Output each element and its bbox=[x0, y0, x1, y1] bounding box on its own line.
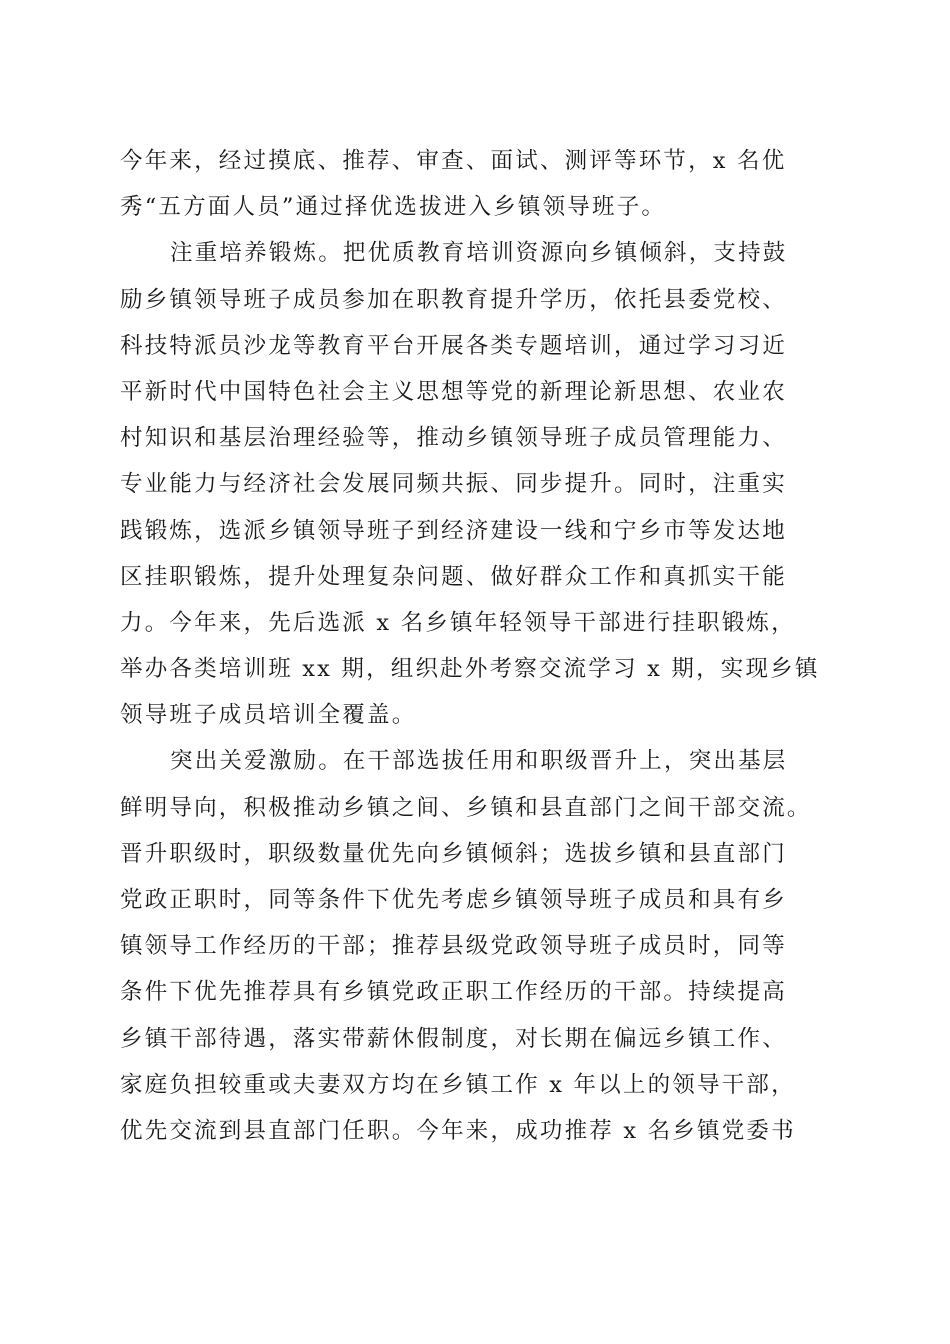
text-line: 优先交流到县直部门任职。今年来，成功推荐 x 名乡镇党委书 bbox=[120, 1117, 796, 1144]
text-line: 村知识和基层治理经验等，推动乡镇领导班子成员管理能力、 bbox=[120, 425, 787, 452]
text-line: 党政正职时，同等条件下优先考虑乡镇领导班子成员和具有乡 bbox=[120, 887, 787, 913]
text-line: 科技特派员沙龙等教育平台开展各类专题培训，通过学习习近 bbox=[120, 332, 787, 359]
text-line: 领导班子成员培训全覆盖。 bbox=[120, 702, 417, 729]
text-line: 平新时代中国特色社会主义思想等党的新理论新思想、农业农 bbox=[120, 378, 787, 405]
text-line: 镇领导工作经历的干部；推荐县级党政领导班子成员时，同等 bbox=[120, 933, 787, 960]
text-line: 注重培养锻炼。把优质教育培训资源向乡镇倾斜，支持鼓 bbox=[170, 240, 788, 267]
text-line: 区挂职锻炼，提升处理复杂问题、做好群众工作和真抓实干能 bbox=[120, 563, 787, 590]
paragraph-incentive bbox=[120, 738, 832, 1154]
text-line: 举办各类培训班 xx 期，组织赴外考察交流学习 x 期，实现乡镇 bbox=[120, 656, 820, 683]
text-line: 励乡镇领导班子成员参加在职教育提升学历，依托县委党校、 bbox=[120, 286, 787, 313]
paragraph-training bbox=[120, 230, 832, 738]
text-line: 条件下优先推荐具有乡镇党政正职工作经历的干部。持续提高 bbox=[120, 979, 787, 1006]
text-line: 今年来，经过摸底、推荐、审查、面试、测评等环节，x 名优 bbox=[120, 148, 787, 174]
text-line: 秀“五方面人员”通过择优选拔进入乡镇领导班子。 bbox=[120, 194, 667, 221]
text-line: 鲜明导向，积极推动乡镇之间、乡镇和县直部门之间干部交流。 bbox=[120, 794, 812, 821]
text-line: 乡镇干部待遇，落实带薪休假制度，对长期在偏远乡镇工作、 bbox=[120, 1025, 787, 1052]
text-line: 家庭负担较重或夫妻双方均在乡镇工作 x 年以上的领导干部， bbox=[120, 1071, 796, 1098]
text-line: 力。今年来，先后选派 x 名乡镇年轻领导干部进行挂职锻炼， bbox=[120, 609, 796, 636]
text-line: 专业能力与经济社会发展同频共振、同步提升。同时，注重实 bbox=[120, 471, 787, 498]
paragraph-selection bbox=[120, 138, 832, 230]
text-line: 突出关爱激励。在干部选拔任用和职级晋升上，突出基层 bbox=[170, 748, 788, 775]
text-line: 践锻炼，选派乡镇领导班子到经济建设一线和宁乡市等发达地 bbox=[120, 517, 787, 544]
document-body bbox=[120, 138, 832, 1154]
text-line: 晋升职级时，职级数量优先向乡镇倾斜；选拔乡镇和县直部门 bbox=[120, 840, 787, 867]
